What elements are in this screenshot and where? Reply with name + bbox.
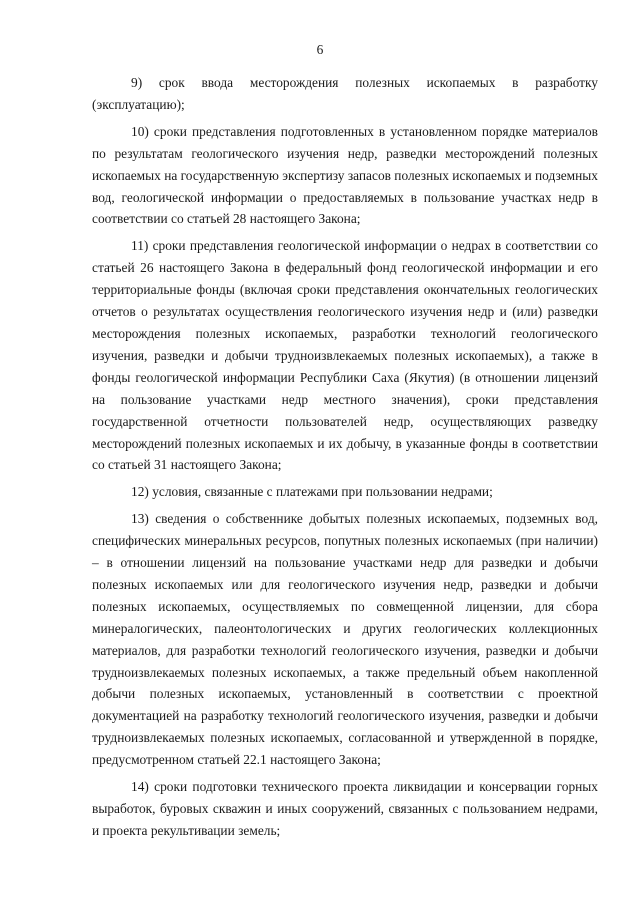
paragraph-item-14: 14) сроки подготовки технического проекта ликвидации и консервации горных выработок, буровых скважин и иных сооружений, связанных с пользованием недрами, и проекта рекультивации земель; [92,779,598,838]
paragraph-item-11: 11) сроки представления геологической информации о недрах в соответствии со статьей 26 настоящего Закона в федеральный фонд геологической информации и его территориальные фонды (включая сроки представления окончательных геологических отчетов о результатах осуществления геологического изучения недр и (или) разведки месторождения полезных ископаемых, разработки технологий геологического изучения, разведки и добычи трудноизвлекаемых полезных ископаемых), а также в фонды геологической информации Республики Саха (Якутия) (в отношении лицензий на пользование участками недр местного значения), сроки представления государственной отчетности пользователей недр, осуществляющих разведку месторождений полезных ископаемых и их добычу, в указанные фонды в соответствии со статьей 31 настоящего Закона; [92,238,598,473]
paragraph-item-10: 10) сроки представления подготовленных в установленном порядке материалов по результатам геологического изучения недр, разведки месторождений полезных ископаемых на государственную экспертизу запасов полезных ископаемых и подземных вод, геологической информации о предоставляемых в пользование участках недр в соответствии со статьей 28 настоящего Закона; [92,123,599,227]
paragraph-item-13: 13) сведения о собственнике добытых полезных ископаемых, подземных вод, специфических минеральных ресурсов, попутных полезных ископаемых (при наличии) – в отношении лицензий на пользование участками недр для разведки и добычи полезных ископаемых или для геологического изучения недр, разведки и добычи полезных ископаемых, осуществляемых по совмещенной лицензии, для сбора минералогических, палеонтологических и других геологических коллекционных материалов, для разработки технологий геологического изучения, разведки и добычи трудноизвлекаемых полезных ископаемых, а также предельный объем накопленной добычи полезных ископаемых, установленный в соответствии с проектной документацией на разработку технологий геологического изучения, разведки и добычи трудноизвлекаемых полезных ископаемых, согласованной и утвержденной в порядке, предусмотренном статьей 22.1 настоящего Закона; [92,511,598,768]
paragraph-item-9: 9) срок ввода месторождения полезных ископаемых в разработку (эксплуатацию); [92,75,598,112]
paragraph-item-12: 12) условия, связанные с платежами при пользовании недрами; [131,484,493,500]
page-number: 6 [316,42,324,57]
document-body [92,72,598,847]
